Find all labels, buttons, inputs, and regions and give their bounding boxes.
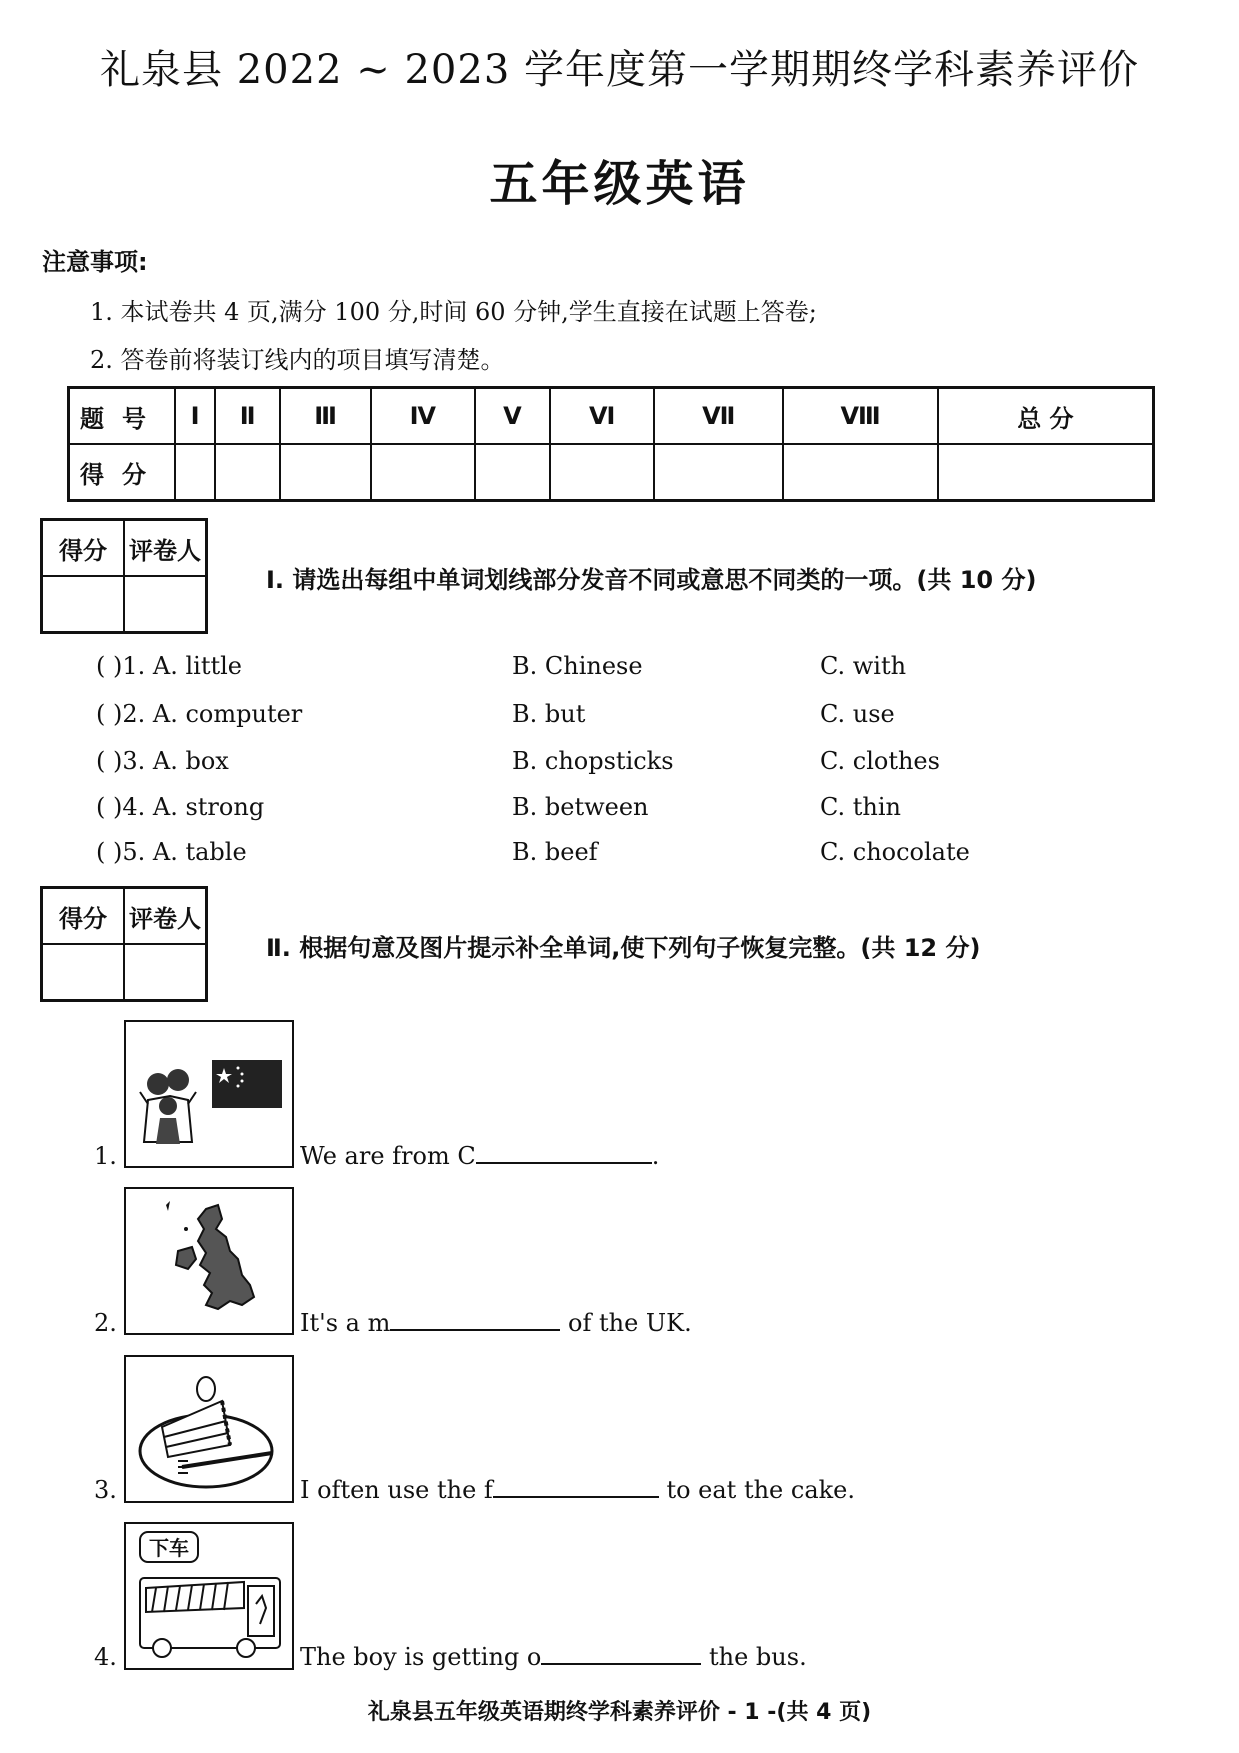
score-table-header-row bbox=[69, 388, 1154, 445]
score-table-row-label: 题号 bbox=[69, 388, 176, 445]
score-table-col: Ⅵ bbox=[550, 388, 654, 445]
sentence-4-end: the bus. bbox=[709, 1643, 807, 1671]
score-cell[interactable] bbox=[215, 444, 280, 501]
sentence-1-start: We are from C bbox=[300, 1142, 476, 1170]
answer-blank-2[interactable] bbox=[390, 1307, 560, 1331]
sentence-2 bbox=[300, 1307, 692, 1337]
score-cell[interactable] bbox=[550, 444, 654, 501]
sentence-3 bbox=[300, 1474, 855, 1504]
score-cell[interactable] bbox=[280, 444, 370, 501]
note-item: 1. 本试卷共 4 页,满分 100 分,时间 60 分钟,学生直接在试题上答卷; bbox=[90, 298, 817, 326]
score-table-col: Ⅶ bbox=[654, 388, 783, 445]
score-cell[interactable] bbox=[938, 444, 1154, 501]
uk-map-icon bbox=[126, 1189, 292, 1333]
score-table-score-row bbox=[69, 444, 1154, 501]
answer-blank-3[interactable] bbox=[493, 1474, 659, 1498]
page-footer: 礼泉县五年级英语期终学科素养评价 - 1 -(共 4 页) bbox=[367, 1700, 872, 1725]
grader-box bbox=[40, 518, 208, 634]
grader-name-cell[interactable] bbox=[124, 944, 207, 1001]
score-cell[interactable] bbox=[783, 444, 937, 501]
sentence-3-start: I often use the f bbox=[300, 1476, 493, 1504]
question-1-a: ( )1. A. little bbox=[96, 652, 242, 680]
bus-icon bbox=[126, 1524, 292, 1668]
question-3-a: ( )3. A. box bbox=[96, 747, 229, 775]
grader-score-cell[interactable] bbox=[42, 576, 125, 633]
grader-score-label: 得分 bbox=[42, 520, 125, 577]
bus-sign-text: 下车 bbox=[149, 1536, 189, 1560]
bus-picture bbox=[124, 1522, 294, 1670]
score-table-col: Ⅷ bbox=[783, 388, 937, 445]
grader-score-label: 得分 bbox=[42, 888, 125, 945]
score-cell[interactable] bbox=[371, 444, 475, 501]
cake-picture bbox=[124, 1355, 294, 1503]
question-2-a: ( )2. A. computer bbox=[96, 700, 303, 728]
item-number: 1. bbox=[94, 1142, 117, 1170]
score-cell[interactable] bbox=[654, 444, 783, 501]
cake-fork-icon bbox=[126, 1357, 292, 1501]
sentence-2-end: of the UK. bbox=[568, 1309, 692, 1337]
item-number: 2. bbox=[94, 1309, 117, 1337]
question-2-c: C. use bbox=[820, 700, 895, 728]
item-number: 4. bbox=[94, 1643, 117, 1671]
sentence-1 bbox=[300, 1140, 659, 1170]
score-cell[interactable] bbox=[175, 444, 215, 501]
score-table bbox=[67, 386, 1155, 502]
score-cell[interactable] bbox=[475, 444, 550, 501]
score-table-row-label: 得分 bbox=[69, 444, 176, 501]
answer-blank-4[interactable] bbox=[541, 1641, 701, 1665]
question-4-c: C. thin bbox=[820, 793, 901, 821]
grader-name-cell[interactable] bbox=[124, 576, 207, 633]
sentence-3-end: to eat the cake. bbox=[666, 1476, 856, 1504]
item-number: 3. bbox=[94, 1476, 117, 1504]
question-2-b: B. but bbox=[512, 700, 586, 728]
sentence-4 bbox=[300, 1641, 807, 1671]
question-1-c: C. with bbox=[820, 652, 907, 680]
sentence-1-end: . bbox=[651, 1142, 660, 1170]
question-3-c: C. clothes bbox=[820, 747, 940, 775]
uk-map-picture bbox=[124, 1187, 294, 1335]
section-2-title: Ⅱ. 根据句意及图片提示补全单词,使下列句子恢复完整。(共 12 分) bbox=[266, 934, 981, 962]
grader-box bbox=[40, 886, 208, 1002]
notes-heading: 注意事项: bbox=[42, 248, 148, 276]
answer-blank-1[interactable] bbox=[476, 1140, 652, 1164]
grader-score-cell[interactable] bbox=[42, 944, 125, 1001]
question-5-c: C. chocolate bbox=[820, 838, 970, 866]
sentence-2-start: It's a m bbox=[300, 1309, 391, 1337]
family-flag-icon bbox=[126, 1022, 292, 1166]
grader-name-label: 评卷人 bbox=[124, 520, 207, 577]
score-table-col: Ⅲ bbox=[280, 388, 370, 445]
question-5-a: ( )5. A. table bbox=[96, 838, 247, 866]
family-china-picture bbox=[124, 1020, 294, 1168]
grader-name-label: 评卷人 bbox=[124, 888, 207, 945]
question-4-a: ( )4. A. strong bbox=[96, 793, 265, 821]
score-table-col: Ⅱ bbox=[215, 388, 280, 445]
section-1-title: Ⅰ. 请选出每组中单词划线部分发音不同或意思不同类的一项。(共 10 分) bbox=[266, 566, 1037, 594]
question-3-b: B. chopsticks bbox=[512, 747, 674, 775]
question-1-b: B. Chinese bbox=[512, 652, 643, 680]
note-item: 2. 答卷前将装订线内的项目填写清楚。 bbox=[90, 346, 505, 374]
question-4-b: B. between bbox=[512, 793, 649, 821]
score-table-col: Ⅰ bbox=[175, 388, 215, 445]
sentence-4-start: The boy is getting o bbox=[300, 1643, 542, 1671]
score-table-total-col: 总 分 bbox=[938, 388, 1154, 445]
exam-subtitle: 五年级英语 bbox=[489, 156, 750, 212]
exam-title: 礼泉县 2022 ~ 2023 学年度第一学期期终学科素养评价 bbox=[100, 47, 1139, 93]
question-5-b: B. beef bbox=[512, 838, 598, 866]
score-table-col: Ⅴ bbox=[475, 388, 550, 445]
score-table-col: Ⅳ bbox=[371, 388, 475, 445]
